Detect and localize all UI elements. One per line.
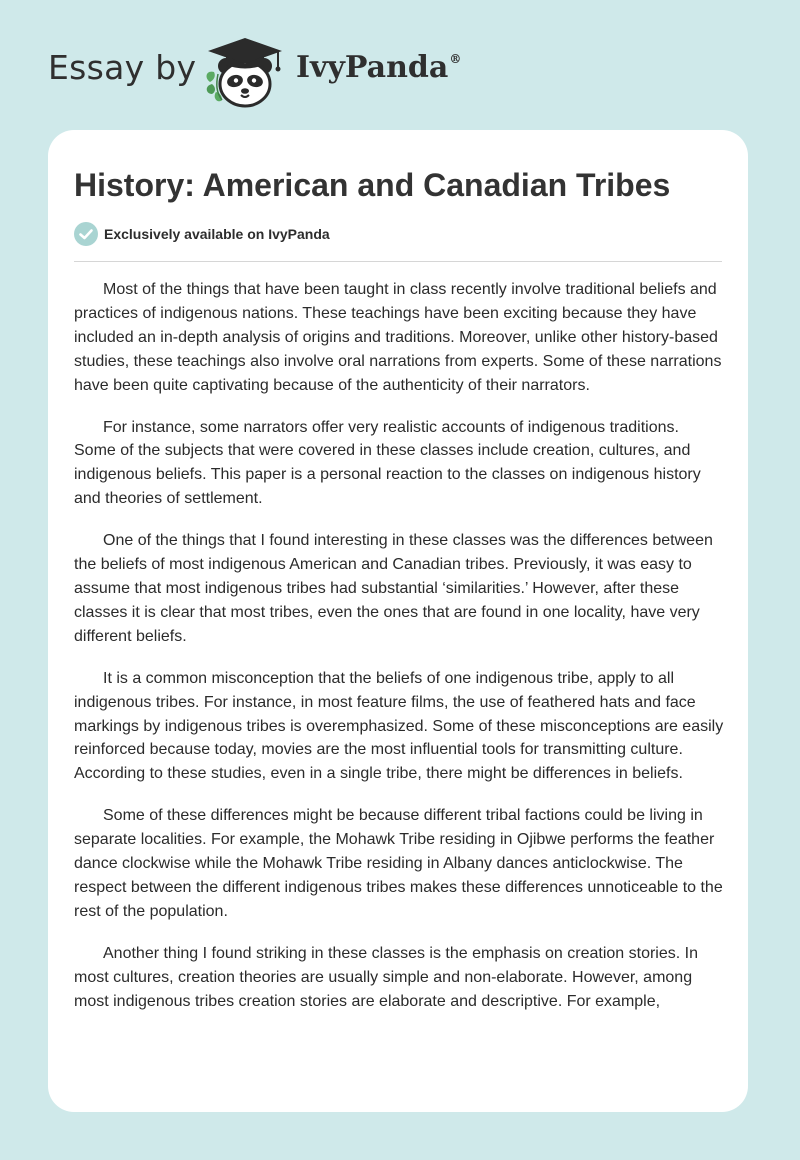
exclusive-badge-label: Exclusively available on IvyPanda xyxy=(104,226,330,242)
site-header xyxy=(0,0,800,130)
essay-paragraph: Another thing I found striking in these classes is the emphasis on creation stories. In most cultures, creation theories are usually simple and non-elaborate. However, among most indigenous tribes creation stories are elaborate and descriptive. For example, xyxy=(74,944,698,1010)
essay-paragraph: Most of the things that have been taught in class recently involve traditional beliefs and practices of indigenous nations. These teachings have been exciting because they have included an in-depth analysis of origins and traditions. Moreover, unlike other history-based studies, these teachings also involve oral narrations from experts. Some of these narrations have been quite captivating because of the authenticity of their narrators. xyxy=(74,281,722,394)
brand-name[interactable] xyxy=(296,50,461,85)
trademark-symbol: ® xyxy=(449,52,462,66)
essay-paragraph: For instance, some narrators offer very realistic accounts of indigenous traditions. Some of the subjects that were covered in these classes include creation, cultures, and indigenous beliefs. This paper is a personal reaction to the classes on indigenous history and theories of settlement. xyxy=(74,418,701,508)
panda-logo-icon[interactable] xyxy=(200,34,290,110)
exclusive-badge xyxy=(74,222,330,246)
brand-prefix: Essay by xyxy=(48,48,197,87)
essay-title: History: American and Canadian Tribes xyxy=(74,167,671,203)
essay-paragraph: One of the things that I found interesting in these classes was the differences between the beliefs of most indigenous American and Canadian tribes. Previously, it was easy to assume that most indigenous tribes had substantial ‘similarities.’ However, after these classes it is clear that most tribes, even the ones that are found in one locality, have very different beliefs. xyxy=(74,532,713,645)
essay-card xyxy=(48,130,748,1112)
essay-paragraph: It is a common misconception that the beliefs of one indigenous tribe, apply to all indigenous tribes. For instance, in most feature films, the use of feathered hats and face markings by indigenous tribes is overemphasized. Some of these misconceptions are easily reinforced because today, movies are the most influential tools for transmitting culture. According to these studies, even in a single tribe, there might be differences in beliefs. xyxy=(74,669,724,783)
essay-paragraph: Some of these differences might be because different tribal factions could be living in separate localities. For example, the Mohawk Tribe residing in Ojibwe performs the feather dance clockwise while the Mohawk Tribe residing in Albany dances anticlockwise. The respect between the different indigenous tribes makes these differences unnoticeable to the rest of the population. xyxy=(74,807,723,920)
title-divider xyxy=(74,261,722,262)
brand-name-text: IvyPanda xyxy=(296,50,449,85)
check-circle-icon xyxy=(74,222,98,246)
essay-body xyxy=(74,278,724,1096)
